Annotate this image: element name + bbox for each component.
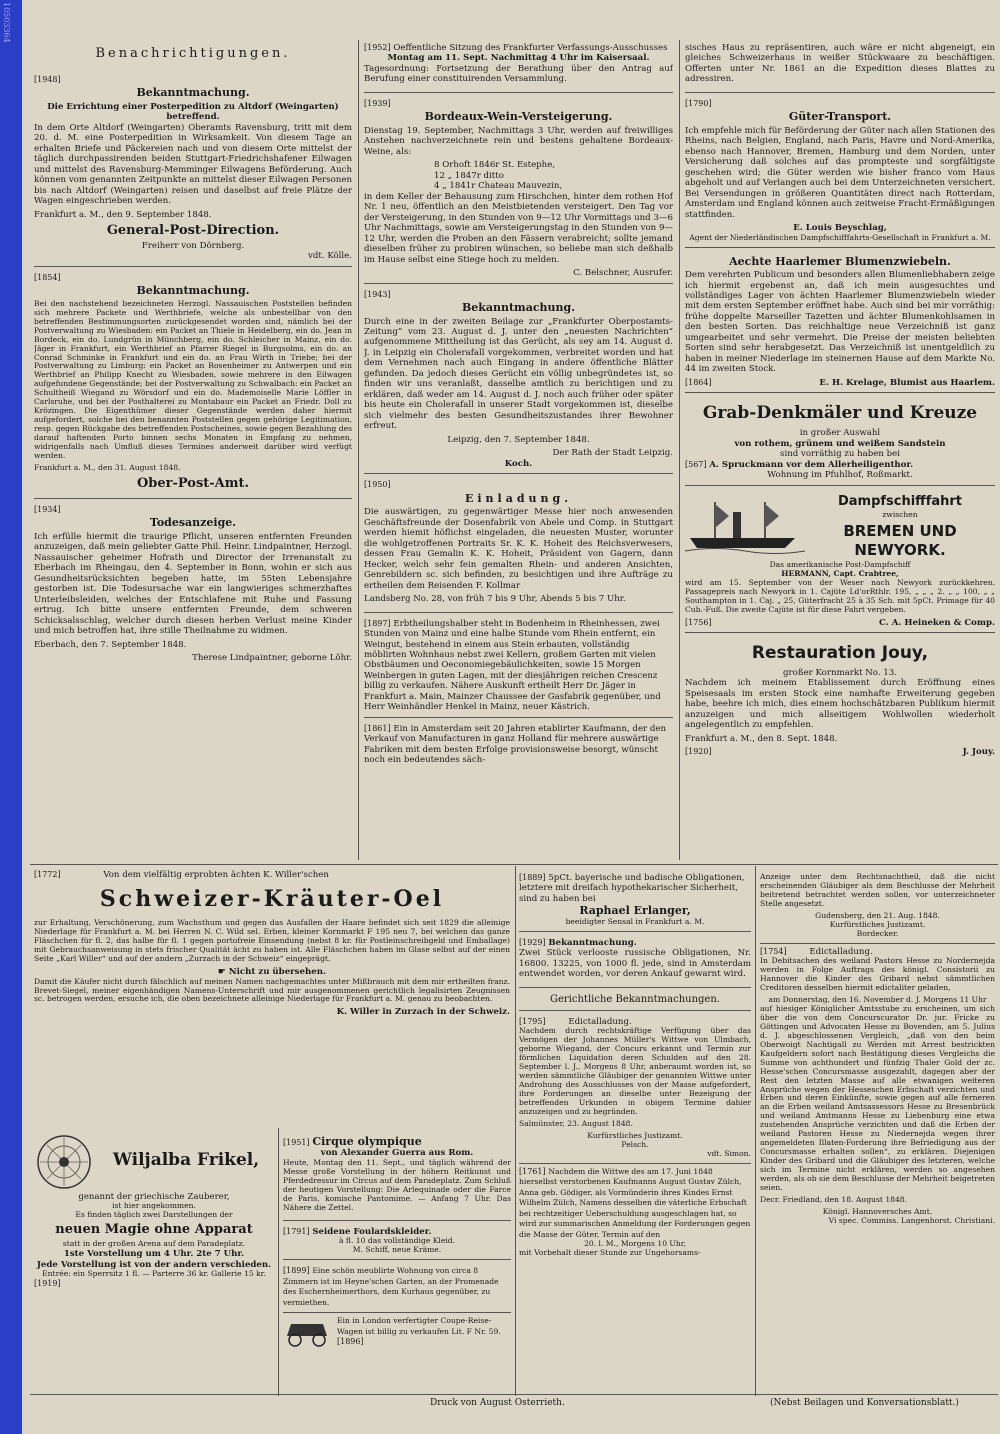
notice-body: Ein in London verfertigter Coupe-Reise-Wagen ist billig zu verkaufen Lit. F Nr. 59. (337, 1316, 501, 1336)
notice-line: am Donnerstag, den 16. November d. J. Morgens 11 Uhr (768, 994, 987, 1004)
steamship-icon (685, 496, 805, 556)
notice-title: Einladung. (464, 491, 573, 505)
notice-signature-name: Pelsch. (621, 1139, 649, 1149)
notice-title: Todesanzeige. (149, 516, 237, 530)
notice-body-3: sind vorräthig zu haben bei (780, 449, 900, 460)
notice-1854 (34, 270, 352, 499)
notice-number: [1864] (685, 377, 712, 387)
notice-1861-cont (685, 40, 995, 93)
notice-body: Nachdem die Wittwe des am 17. Juni 1848 hierselbst verstorbenen Kaufmanns August Gustav Zülch, Anna geb. Gödiger, als Vormünderin ihres Kindes Ernst Wilhelm Zülch, Namens desselben die väterliche Erbschaft bei rechtzeitiger Ueberschuldung ausgeschlagen hat, so wird zur summarischen Anmeldung der Forderungen gegen die Masse der Güter, Termin auf den (519, 1166, 751, 1239)
steamship-header (685, 492, 995, 561)
notice-1795 (519, 1014, 751, 1164)
notice-title: Edictalladung. (809, 946, 873, 957)
scan-edge (0, 0, 22, 1434)
ad-body-2: Damit die Käufer nicht durch fälschlich auf meinen Namen nachgemachtes unter Mißbrauch mit dem mir ertheilten franz. Brevet-Siegel, meiner eigenhändigen Namens-Unterschrift und mir ausgenommenen gerichtlich legalisirten Zeugnissen sc. betrogen werden, ersuche ich, die oben bezeichnete alleinige Niederlage für Frankfurt a. M. genau zu beobachten. (34, 976, 510, 1004)
notice-body: Das amerikanische Post-Dampfschiff (769, 559, 911, 569)
notice-number: [1939] (364, 98, 391, 108)
notice-signature: E. Louis Beyschlag, (793, 223, 887, 234)
notice-number: [1929] (519, 937, 546, 947)
notice-date: Leipzig, den 7. September 1848. (447, 434, 590, 445)
notice-signature-name: Bordecker. (856, 928, 899, 938)
notice-signature: Kurfürstliches Justizamt. (587, 1130, 683, 1140)
notice-subtitle: von Alexander Guerra aus Rom. (320, 1148, 474, 1159)
notice-number: [1896] (337, 1336, 364, 1346)
notice-number: [1899] (283, 1266, 310, 1276)
ad-signature: K. Willer in Zurzach in der Schweiz. (336, 1007, 510, 1018)
ad-body: Es finden täglich zwei Darstellungen der (75, 1210, 233, 1220)
notice-1791 (283, 1224, 511, 1260)
notice-number: [1761] (519, 1166, 546, 1176)
notice-1861 (364, 721, 673, 770)
notice-1951 (283, 1132, 511, 1221)
notice-date: Eberbach, den 7. September 1848. (34, 639, 187, 650)
supplement-note: (Nebst Beilagen und Konversationsblatt.) (770, 1398, 959, 1408)
notice-signature: Ober-Post-Amt. (136, 475, 250, 491)
notice-1929 (519, 935, 751, 988)
notice-signature: C. Belschner, Ausrufer. (573, 268, 673, 279)
notice-body: Ich empfehle mich für Beförderung der Güter nach allen Stationen des Rheins, nach Belgien, England, nach Paris, Havre und Nord-Amerika, ebenso nach Hannover, Bremen, Hamburg und dem Norden, unter Versicherung daß solches auf das prompteste und sorgfältigste geschehen wird; die Güter werden wie bisher franco vom Haus abgeholt und auf Verlangen auch bei dem Unterzeichneten versichert. Bei Versendungen in größeren Quantitäten direct nach Rotterdam, Amsterdam und England können auch zeitweise Fracht-Ermäßigungen stattfinden. (685, 125, 995, 220)
ad-body-2: statt in der großen Arena auf dem Paradeplatz. (62, 1239, 246, 1249)
document-id: 10503364 (2, 2, 11, 43)
ornament-icon (34, 1132, 94, 1192)
notice-1899 (283, 1263, 511, 1313)
notice-signature: C. A. Heineken & Comp. (879, 617, 995, 628)
notice-number: [1795] (519, 1016, 546, 1026)
notice-body: Zwei Stück verlooste russische Obligationen, Nr. 16800. 13225, von 1000 fl. jede, sind in Amsterdam entwendet worden, vor deren Ankauf gewarnt wird. (519, 948, 751, 980)
performer-sub: genannt der griechische Zauberer, (78, 1192, 230, 1202)
notice-number: [1950] (364, 480, 391, 490)
notice-body: 5pCt. bayerische und badische Obligationen, letztere mit dreifach hypothekarischer Sicherheit, sind zu haben bei (519, 873, 745, 904)
notice-number: [1919] (34, 1279, 61, 1289)
notice-number: [1897] (364, 618, 391, 628)
wine-item: 4 „ 1841r Chateau Mauvezin, (434, 181, 563, 192)
notice-1943 (364, 287, 673, 475)
notice-body: Erbtheilungshalber steht in Bodenheim in Rheinhessen, zwei Stunden von Mainz und eine halbe Stunde vom Rhein entfernt, ein Weingut, bestehend in einem aus Stein erbauten, vollständig möblirten Wohnhaus nebst zwei Kellern, großem Garten mit vielen Obstbäumen und Oeconomiegebäulichkeiten, sowie 15 Morgen Weinbergen in guten Lagen, mit der diesjährigen reichen Crescenz billig zu verkaufen. Nähere Auskunft ertheilt Herr Dr. Jäger in Frankfurt a. Main, Mainzer Chaussee der Gasfabrik gegenüber, und Herr Weinhändler Henkel in Mainz, neuer Kästrich. (364, 618, 661, 713)
ad-body: zur Erhaltung, Verschönerung, zum Wachsthum und gegen das Ausfallen der Haare befindet sich seit 1829 die alleinige Niederlage für Frankfurt a. M. bei Herren N. C. Wild sel. Erben, kleiner Kornmarkt F 195 neu 7, bei welchen das ganze Fläschchen für fl. 2, das halbe für fl. 1 gegen portofreie Einsendung (nebst 8 kr. für Postleinschreibgeld und Emballage) mit Gebrauchsanweisung in stets frischer Qualität ächt zu haben ist. Alle Fläschchen haben im Glase selbst auf der einen Seite „Karl Willer“ und auf der andern „Zurzach in der Schweiz“ eingeprägt. (34, 918, 510, 964)
ad-title: neuen Magie ohne Apparat (55, 1222, 253, 1238)
column-rule (755, 866, 756, 1396)
notice-1920 (685, 636, 995, 762)
notice-body: Durch eine in der zweiten Beilage zur „Frankfurter Oberpostamts-Zeitung“ vom 23. August d. J. unter den „neuesten Nachrichten“ aufgenommene Mittheilung ist das Gerücht, als sey am 14. August d. J. in Leipzig ein Cholerafall vorgekommen, verbreitet worden und hat dem Vernehmen nach auch Eingang in andere öffentliche Blätter gefunden. Da jedoch dieses Gerücht ein völlig unbegründetes ist, so finden wir uns veranlaßt, dasselbe amtlich zu berichtigen und zu erklären, daß weder am 14. August d. J. noch auch früher oder später bis heute ein Cholerafall in unserer Stadt vorgekommen ist, dieselbe sich vielmehr des besten Gesundheitszustandes ihrer Bewohner erfreut. (364, 316, 673, 432)
notice-body: Die auswärtigen, zu gegenwärtiger Messe hier noch anwesenden Geschäftsfreunde der Dosenfabrik von Abele und Comp. in Stuttgart werden hiemit höflichst eingeladen, die neuesten Muster, worunter die wohlgetroffenen Portraits Sr. K. K. Hoheit des Reichsverwesers, dessen Frau Gemalin K. K. Hoheit, Präsident von Gagern, dann Hecker, welch sehr fein gemalten Rhein- und anderen Ansichten, Genrebildern sc. sich befinden, zu besichtigen und ihre Aufträge zu ertheilen dem Reisenden F. Kollmar (364, 507, 673, 591)
notice-number: [1920] (685, 747, 712, 757)
notice-1952 (364, 40, 673, 93)
notice-body: Anzeige unter dem Rechtsnachtheil, daß die nicht erscheinenden Gläubiger als dem Beschlusse der Mehrheit beitretend betrachtet werden sollen, vor unterzeichneter Stelle angesetzt. (760, 872, 995, 908)
notice-body: sisches Haus zu repräsentiren, auch wäre er nicht abgeneigt, ein gleiches Schweizerhaus in weißer Stückwaare zu beschäftigen. Offerten unter Nr. 1861 an die Expedition dieses Blattes zu adressiren. (685, 43, 995, 85)
notice-1889 (519, 870, 751, 932)
notice-date: Frankfurt a. M., den 31. August 1848. (34, 462, 181, 472)
notice-body: Heute, Montag den 11. Sept., und täglich während der Messe große Vorstellung in der höhern Reitkunst und Pferdedressur im Circus auf dem Paradeplatz. Zum Schluß der heutigen Vorstellung: Die Arlequinade oder die Farce de Paris, komische Pantomime. — Anfang 7 Uhr. Das Nähere die Zettel. (283, 1157, 511, 1212)
notice-body: Nachdem ich meinem Etablissement durch Eröffnung eines Speisesaals im ersten Stock eine namhafte Erweiterung gegeben habe, beehre ich mich, dies einem hochschätzbaren Publikum hiermit anzuzeigen und mich allseitigem Wohlwollen wiederholt angelegentlich zu empfehlen. (685, 678, 995, 731)
court-section (519, 991, 751, 1011)
notice-body: Ein in Amsterdam seit 20 Jahren etablirter Kaufmann, der den Verkauf von Manufacturen in ganz Holland für mehrere auswärtige Fabriken mit dem besten Erfolge provisionsweise besorgt, wünscht noch ein bedeutendes säch- (364, 723, 666, 766)
krauter-oel-ad (34, 870, 510, 1126)
notice-number: [1754] (760, 946, 787, 956)
notice-1896 (283, 1316, 511, 1347)
notice-number: [1772] (34, 870, 61, 879)
notice-signature: Königl. Hannoversches Amt. (822, 1206, 933, 1216)
notice-signature-name: Vi spec. Commiss. Langenhorst. Christiani. (828, 1215, 995, 1225)
notice-signature-address: Wohnung im Pfuhlhof, Roßmarkt. (767, 470, 913, 481)
notice-body: Dem verehrten Publicum und besonders allen Blumenliebhabern zeige ich hiermit ergebenst an, daß ich mein ausgesuchtes und vollständiges Lager von ächten Haarlemer Blumenzwiebeln wieder mit dem ersten September eröffnet habe. Auch sind bei mir vorräthig: frühe doppelte Marseiller Tazetten und ächter Blumenkohlsamen in den besten Sorten. Das reichhaltige neue Verzeichniß ist ganz umgearbeitet und sehr vermehrt. Die Preise der meisten beliebten Sorten sind sehr herabgesetzt. Das Verzeichniß ist unentgeldlich zu haben in meiner Niederlage im steinernen Hause auf dem Markte No. 44 im zweiten Stock. (685, 270, 995, 375)
notice-signature: General-Post-Direction. (106, 223, 280, 239)
notice-signature: Raphael Erlanger, (579, 904, 691, 918)
notice-signature-vdt: vdt. Simon. (707, 1148, 751, 1158)
notice-number: [1791] (283, 1226, 310, 1236)
notice-title: Bekanntmachung. (136, 86, 250, 100)
notice-number: [567] (685, 459, 707, 469)
notice-body: in großer Auswahl (799, 428, 881, 439)
steamship-route (805, 492, 995, 561)
ticket-prices: Entrée: ein Sperrsitz 1 fl. — Parterre 36 kr. Gallerie 15 kr. (42, 1269, 266, 1279)
notice-date: Salmünster, 23. August 1848. (519, 1118, 633, 1128)
notice-date: Frankfurt a. M., den 9. September 1848. (34, 209, 212, 220)
notice-body-2: mit Vorbehalt dieser Stunde zur Ungehorsams- (519, 1248, 701, 1258)
performer-name: Wiljalba Frikel, (112, 1150, 260, 1170)
notice-body-2: Tagesordnung: Fortsetzung der Berathung über den Antrag auf Berufung einer constituirenden Versammlung. (364, 63, 673, 85)
ad-intro: Von dem vielfältig erprobten ächten K. Willer'schen (103, 870, 329, 880)
notice-date: Gudensberg, den 21. Aug. 1848. (815, 910, 940, 920)
column-rule (679, 40, 680, 860)
column-3 (685, 40, 995, 862)
notice-body: Nachdem durch rechtskräftige Verfügung über das Vermögen der Johannes Müller's Wittwe von Ulmbach, geborne Wiegand, der Concurs erkannt und Termin zur förmlichen Liquidation deren Schulden auf den 28. September l. J., Morgens 8 Uhr, anberaumt worden ist, so werden sämmtliche Gläubiger der genannten Wittwe unter Androhung des Ausschlusses von der Masse aufgefordert, ihre Forderungen an dieselbe unter Bezeigung der betreffenden Urkunden in obigem Termine dahier anzuzeigen und zu begründen. (519, 1026, 751, 1116)
notice-body: Oeffentliche Sitzung des Frankfurter Verfassungs-Ausschusses (393, 43, 668, 53)
notice-number: [1756] (685, 617, 712, 627)
performer-sub-2: ist hier angekommen. (112, 1201, 196, 1211)
notice-number: [1861] (364, 723, 391, 733)
notice-signature: Der Rath der Stadt Leipzig. (552, 448, 673, 459)
notice-title: Restauration Jouy, (751, 643, 929, 664)
column-rule (358, 40, 359, 860)
ad-body-3: Jede Vorstellung ist von der andern verschieden. (36, 1259, 272, 1270)
notice-title: Bekanntmachung. (136, 284, 250, 298)
notice-1939 (364, 96, 673, 284)
notice-title: Bordeaux-Wein-Versteigerung. (424, 110, 613, 124)
notice-1864 (685, 251, 995, 394)
lower-right-column-b (760, 870, 995, 1392)
notice-subtitle: großer Kornmarkt No. 13. (783, 667, 897, 678)
notice-signature: A. Spruckmann vor dem Allerheiligenthor. (709, 459, 914, 470)
wine-list (364, 160, 673, 191)
notice-body: Eine schön meublirte Wohnung von circa 8 Zimmern ist im Heyne'schen Garten, an der Promenade des Eschernheimerthors, dem Kurhaus gegenüber, zu vermiethen. (283, 1266, 499, 1307)
notice-number: [1889] (519, 873, 546, 882)
notice-number: [1948] (34, 74, 61, 84)
notice-date: Frankfurt a. M., den 8. Sept. 1848. (685, 733, 838, 744)
notice-567 (685, 396, 995, 485)
ship-name: HERMANN, Capt. Crabtree, (781, 568, 899, 578)
horizontal-rule (30, 1394, 998, 1395)
notice-body-2: in dem Keller der Behausung zum Hirschchen, hinter dem rothen Hof Nr. 1 neu, öffentlich an den Meistbietenden versteigert. Den Tag vor der Versteigerung, in den Stunden von 9—12 Uhr Vormittags und 3—6 Uhr Nachmittags, sowie am Versteigerungstag in den Stunden von 9—12 Uhr, werden die Proben an den Fässern verabreicht; sollte jemand dieselben früher zu probiren wünschen, so beliebe man sich deßhalb im Hause selbst eine Stiege hoch zu melden. (364, 191, 673, 265)
ad-title: Schweizer-Kräuter-Oel (99, 886, 445, 913)
notice-signature: Therese Lindpaintner, geborne Löhr. (192, 652, 352, 663)
printer-imprint: Druck von August Osterrieth. (430, 1398, 565, 1408)
notice-1790 (685, 96, 995, 248)
notice-signature-vdt: vdt. Kölle. (308, 251, 352, 262)
notice-title: Cirque olympique (312, 1135, 422, 1148)
route-name: BREMEN UND NEWYORK. (843, 522, 957, 559)
notice-body: Bei den nachstehend bezeichneten Herzogl. Nassauischen Poststellen befinden sich mehrere Packete und Werthbriefe, welche als unbestellbar von den betreffenden Bestimmungsorten zurückgesendet worden sind, nämlich bei der Postverwaltung zu Wiesbaden: ein Packet an Thiele in Heidelberg, ein do. Jean in Bordeck, ein do. Lundgrün in Münchberg, ein do. Schleicher in Mainz, ein do. Jäger in Frankfurt, ein Werthbrief an Pfarrer Riegel in Burgsolms, ein do. an Conrad Schminke in Frankfurt und ein do. an Frau Wirth in Triebe; bei der Postverwaltung zu Limburg: ein Packet an Rosenheimer zu Antwerpen und ein Werthbrief an Philipp Knecht zu Wiesbaden, sowie mehrere in den Eilwagen aufgefundene Gegenstände; bei der Postverwaltung zu Schwalbach: ein Packet an Schultheiß Wiegand zu Wörsdorf und ein do. Mademoiselle Marie Löffler in Carlsruhe, und bei der Posthalterei zu Montabaur ein Packet an Friedr. Doll zu Krözingen. Die Eigenthümer dieser Gegenstände werden daher hiermit aufgefordert, solche bei den benannten Poststellen gegen gehörige Legitimation, resp. gegen Rückgabe des betreffenden Postscheines, sowie gegen Bezahlung des darauf haftenden Porto binnen sechs Monaten in Empfang zu nehmen, widrigenfalls nach Umfluß dieses Termines anderweit darüber wird verfügt werden. (34, 298, 352, 460)
notice-line: Montag am 11. Sept. Nachmittag 4 Uhr im Kaisersaal. (387, 53, 650, 64)
notice-gudensberg (760, 870, 995, 944)
lower-middle-column (283, 1132, 511, 1392)
column-2 (364, 40, 673, 862)
notice-signature: J. Jouy. (962, 747, 995, 758)
carriage-icon (283, 1316, 333, 1348)
notice-signature-title: beeidigter Sensal in Frankfurt a. M. (565, 916, 705, 926)
lower-right-column-a (519, 870, 751, 1392)
notice-number: [1952] (364, 43, 391, 52)
wine-item: 8 Orhoft 1846r St. Estephe, (434, 160, 556, 171)
notice-number: [1943] (364, 289, 391, 299)
ad-notice (34, 967, 510, 977)
column-1 (34, 40, 352, 862)
notice-body-2: wird am 15. September von der Weser nach Newyork zurückkehren. Passagepreis nach Newyork in 1. Cajüte Ld'orRthlr. 195, „ „ „ 2. „ „ 100, „ „ Southampton in 1. Caj. „ 25, Güterfracht 25 à 35 Sch. mit 5pCt. Primage für 40 Cub.-Fuß. Die zweite Cajüte ist für diese Fahrt vergeben. (685, 577, 995, 614)
notice-1761 (519, 1167, 751, 1258)
notice-title: Bekanntmachung. (548, 937, 637, 948)
notice-title: Dampfschifffahrt (837, 493, 963, 509)
ad-notice-text: Nicht zu übersehen. (228, 967, 326, 978)
notice-number: [1790] (685, 98, 712, 108)
notice-body-2: auf hiesiger Königlicher Amtsstube zu erscheinen, um sich über die von dem Concurscurator Dr. jur. Fricke zu Göttingen und Advocaten Hesse zu Bovenden, am 5. Julius d. J. abgeschlossenen Vergleich, „daß von den beim Oberwoigt Nachtigall zu Werden mit Arrest bestrickten Kaufgeldern sofort nach Bestätigung dieses Vergleichs die Summe von achthundert und fünfzig Thaler Gold der zc. Hesse'schen Concursmasse ausgezahlt, dagegen aber der Rest den letzten Masse auf alle etwanigen weiteren Ansprüche wegen der Hesseschen Erbschaft verzichten und Erben und deren Einkünfte, sowie gegen auf alle ferneren an die Erben weiland Amtsassessors Hesse zu Bresenbrück und weiland Amtmanns Hesse zu Liebenburg eine etwa zustehenden Ansprüche verzichten und daß die Erben der weiland Pastoren Hesse zu Niedernejda wegen ihrer angemeldeten Illaten-Forderung ihre Befriedigung aus der Concursmasse erhalten sollen“, zu erklären. Diejenigen Kinder des Gribard und die Gläubiger des letzteren, welche sich im Termine nicht erklären, werden so angesehen werden, als ob sie dem Beschlusse der Mehrheit beigetreten seien. (760, 1003, 995, 1192)
notice-body-2: von rothem, grünem und weißem Sandstein (734, 438, 946, 449)
notice-title: Güter-Transport. (788, 110, 892, 124)
notice-body: Dienstag 19. September, Nachmittags 3 Uhr, werden auf freiwilliges Anstehen nachverzeichnete rein und bestens gehaltene Bordeaux-Weine, als: (364, 125, 673, 157)
notice-body: In Debitsachen des weiland Pastors Hesse zu Nordernejda werden in Folge Auftrags des königl. Consistorii zu Hannover die Kinder des Gribard nebst sämmtlichen Creditoren desselben hiermit edictaliter geladen, (760, 956, 995, 993)
notice-1934 (34, 502, 352, 668)
show-times: 1ste Vorstellung um 4 Uhr. 2te 7 Uhr. (63, 1249, 245, 1260)
notice-1948 (34, 72, 352, 267)
route-between: zwischen (882, 510, 918, 520)
notice-number: [1854] (34, 272, 61, 282)
notice-signature-name: Freiherr von Dörnberg. (141, 240, 245, 251)
notice-title: Edictalladung. (568, 1016, 632, 1027)
notice-signature: Kurfürstliches Justizamt. (829, 919, 926, 929)
notice-1897 (364, 616, 673, 718)
notice-body: à fl. 10 das vollständige Kleid. (338, 1236, 456, 1246)
notice-title: Bekanntmachung. (461, 301, 576, 315)
notice-1754 (760, 947, 995, 1226)
wine-item: 12 „ 1847r ditto (434, 170, 504, 181)
notice-signature: M. Schiff, neue Kräme. (352, 1245, 442, 1255)
notice-1756 (685, 489, 995, 634)
pointing-hand-icon: ☛ (218, 967, 229, 978)
notice-signature: E. H. Krelage, Blumist aus Haarlem. (819, 377, 995, 388)
ad-header (34, 870, 510, 880)
frikel-ad (34, 1132, 274, 1392)
notice-signature-name: Koch. (504, 458, 533, 469)
section-title: Benachrichtigungen. (95, 46, 291, 61)
notice-date: Decr. Friedland, den 18. August 1848. (760, 1194, 908, 1204)
section-heading: Gerichtliche Bekanntmachungen. (550, 993, 720, 1005)
notice-line: Landsberg No. 28, von früh 7 bis 9 Uhr, Abends 5 bis 7 Uhr. (364, 594, 626, 605)
column-rule (278, 1128, 279, 1396)
notice-title: Aechte Haarlemer Blumenzwiebeln. (729, 254, 951, 268)
column-rule (515, 866, 516, 1396)
notice-body: Ich erfülle hiermit die traurige Pflicht, unseren entfernten Freunden anzuzeigen, daß mein geliebter Gatte Phil. Heinr. Lindpaintner, Herzogl. Nassauischer geheimer Hofrath und Director der Irrenanstalt zu Eberbach im Rheingau, den 4. September in Bonn, wohin er sich aus Gesundheitsrücksichten begeben hatte, im 55ten Lebensjahre gestorben ist. Die Todesursache war ein langwieriges schmerzhaftes Unterleibsleiden, welches der Entschlafene mit Ruhe und Fassung ertrug. Ich bitte unsere entfernten Freunde, dem schweren Schicksalsschlag, welcher durch diesen herben Verlust meine Kinder und mich betroffen hat, ihre stille Theilnahme zu widmen. (34, 531, 352, 637)
notice-subtitle: Die Errichtung einer Posterpedition zu Altdorf (Weingarten) betreffend. (47, 101, 339, 123)
notice-signature-name: Agent der Niederländischen Dampfschifffahrts-Gesellschaft in Frankfurt a. M. (689, 232, 991, 242)
notice-body: In dem Orte Altdorf (Weingarten) Oberamts Ravensburg, tritt mit dem 20. d. M. eine Posterpedition in Wirksamkeit. Von diesem Tage an erhalten Briefe und Päckereien nach und von diesem Orte mittelst der täglich durchpassirenden beiden Stuttgart-Friedrichshafener Eilwagen und mittelst des Ravensburg-Memminger Eilwagens Beförderung. Auch können vom genannten Zeitpunkte an mittelst dieser Eilwagen Personen bis nach Altdorf (Weingarten) reisen und daselbst auf freie Plätze der Wagen eingeschrieben werden. (34, 122, 352, 207)
notice-title: Grab-Denkmäler und Kreuze (702, 403, 978, 424)
notice-line: 20. l. M., Morgens 10 Uhr, (584, 1239, 686, 1249)
notice-number: [1951] (283, 1138, 310, 1147)
notice-title: Seidene Foulardskleider. (312, 1226, 432, 1237)
notice-number: [1934] (34, 504, 61, 514)
horizontal-rule (30, 864, 998, 865)
notice-1950 (364, 477, 673, 612)
